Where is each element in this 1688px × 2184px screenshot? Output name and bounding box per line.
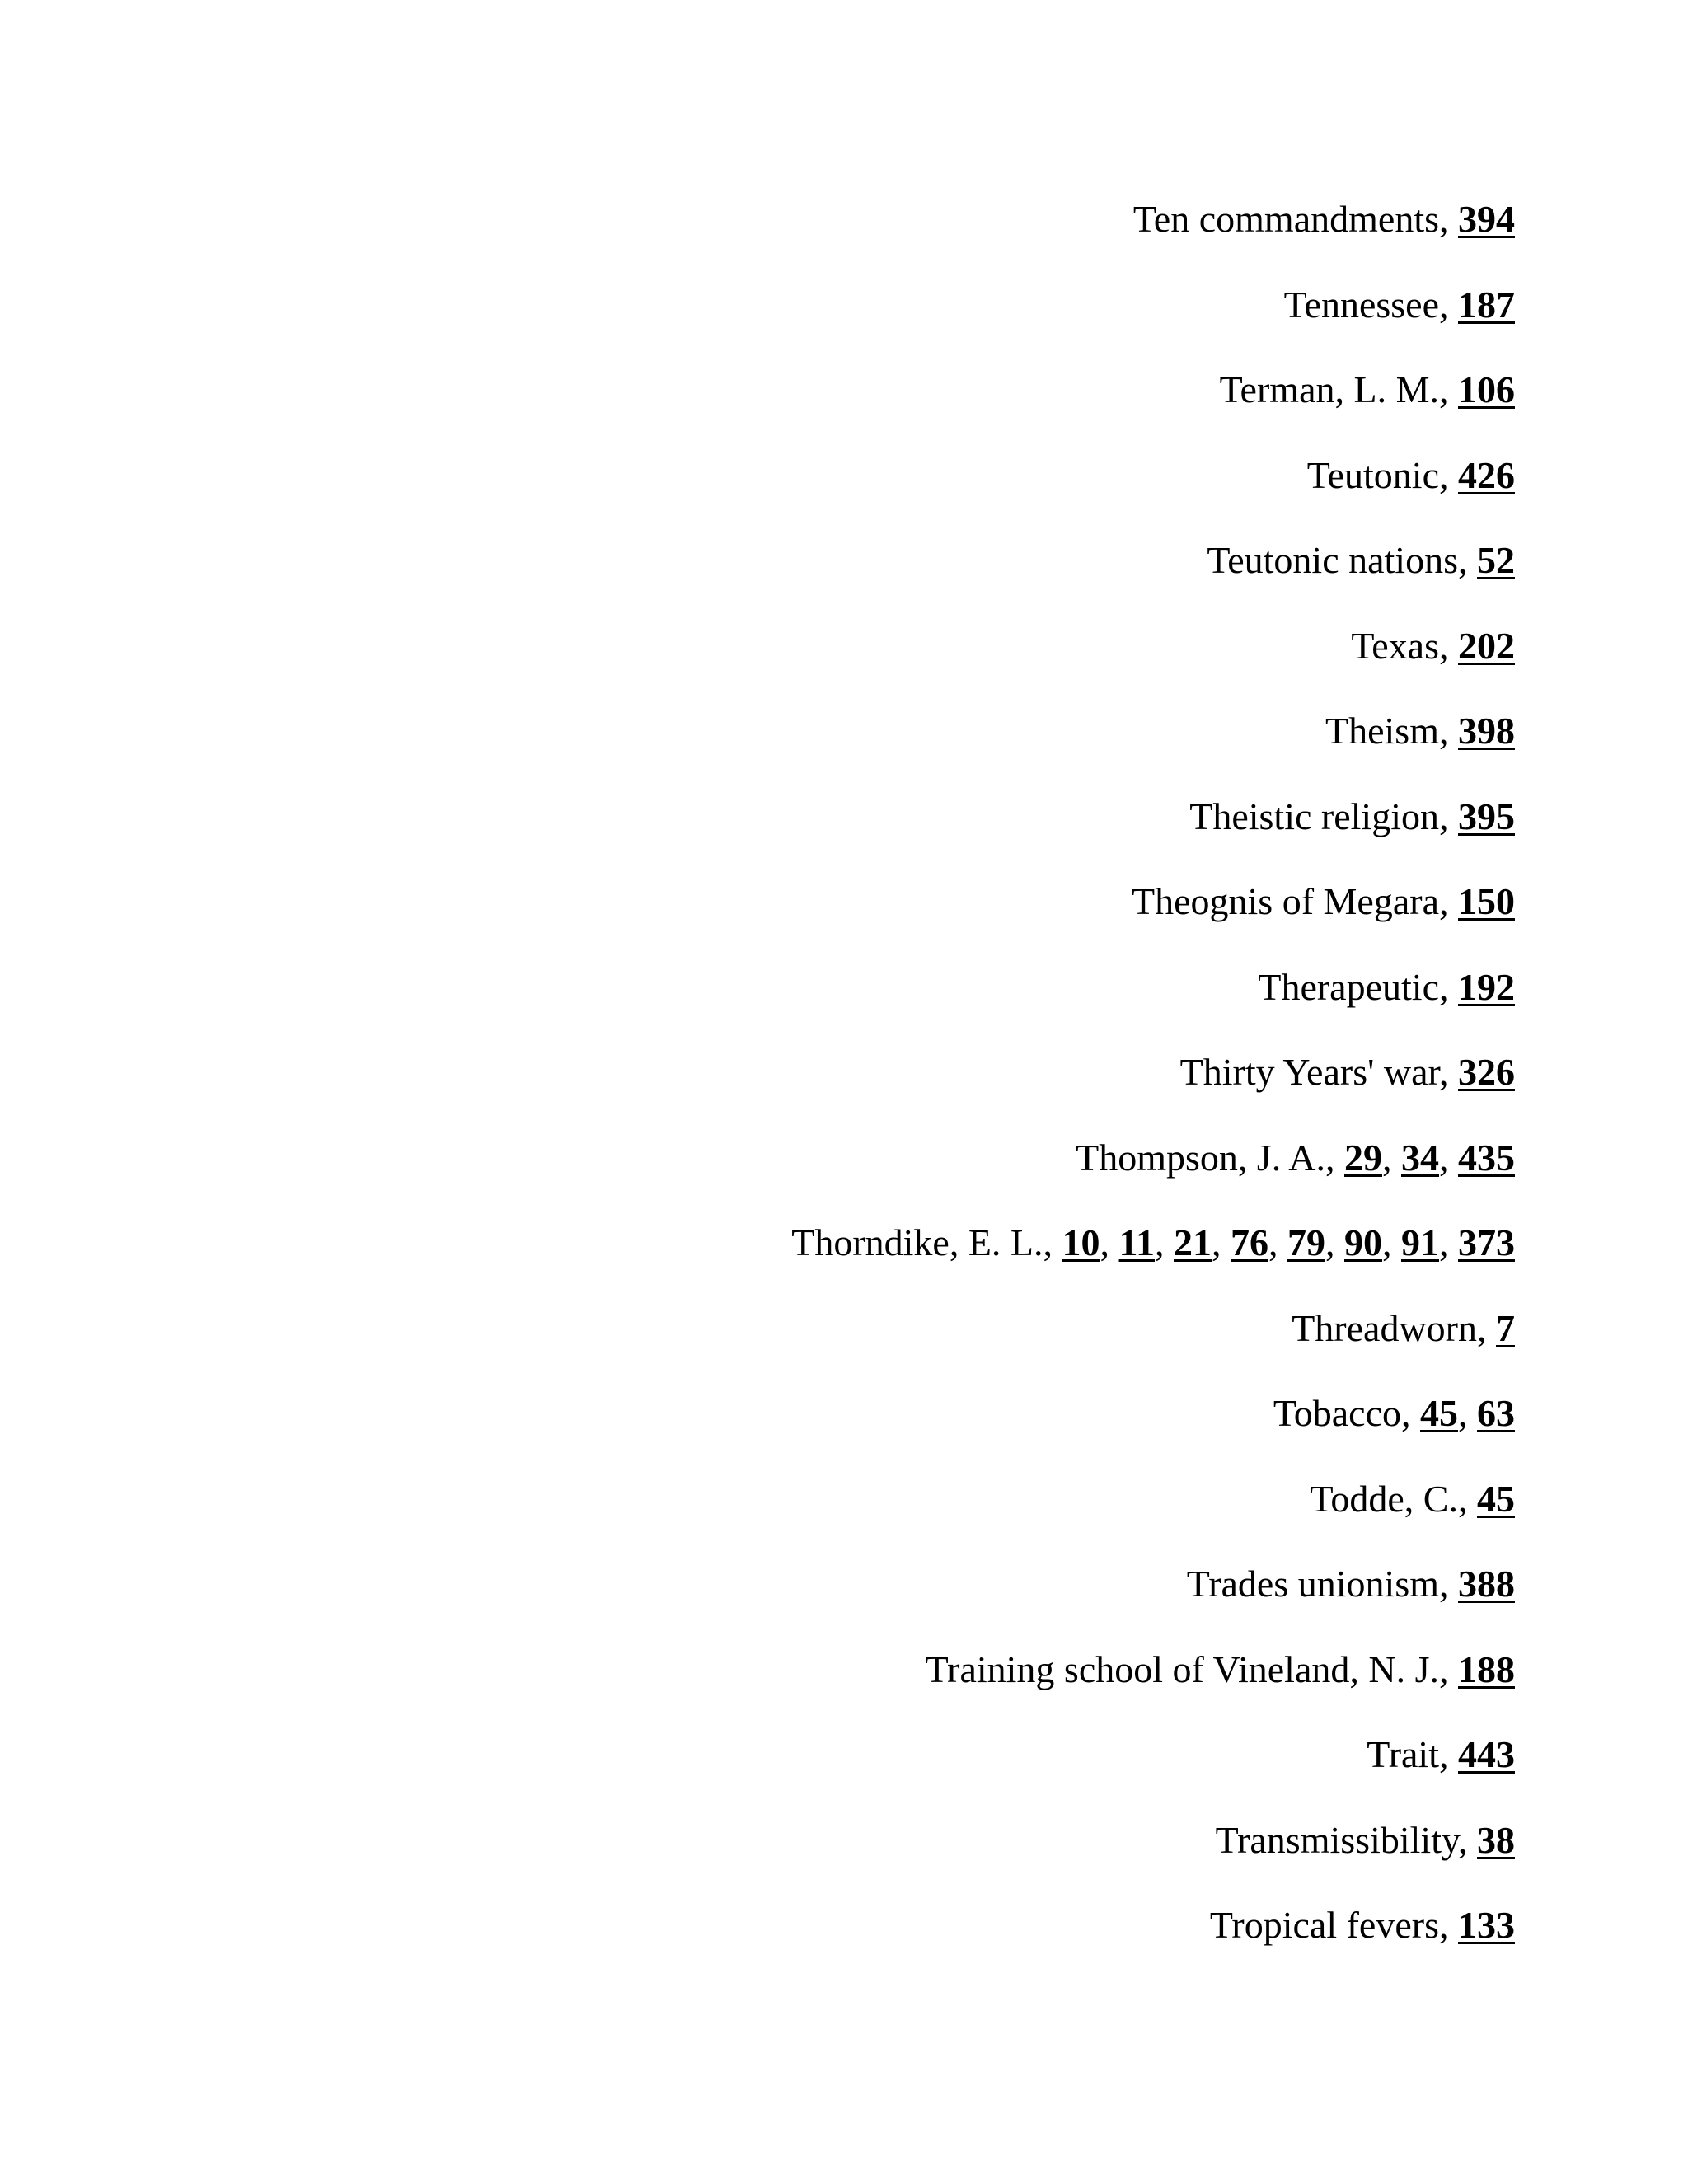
separator: , [1458, 1818, 1477, 1861]
separator: , [1439, 1647, 1458, 1690]
separator: , [1439, 198, 1458, 240]
page-link-76[interactable]: 76 [1231, 1221, 1268, 1263]
index-entry [279, 188, 1515, 274]
index-term: Thompson, J. A. [1076, 1136, 1325, 1179]
separator: , [1477, 1306, 1496, 1349]
index-entry [279, 1638, 1515, 1724]
index-entry [279, 1297, 1515, 1383]
index-entry [279, 1212, 1515, 1297]
separator: , [1100, 1221, 1119, 1263]
page-link-373[interactable]: 373 [1458, 1221, 1515, 1263]
separator: , [1439, 1733, 1458, 1775]
separator: , [1439, 965, 1458, 1008]
index-entry [279, 529, 1515, 615]
separator: , [1155, 1221, 1174, 1263]
index-entry [279, 1382, 1515, 1468]
page-link-188[interactable]: 188 [1458, 1647, 1515, 1690]
page-link-443[interactable]: 443 [1458, 1733, 1515, 1775]
page-link-79[interactable]: 79 [1287, 1221, 1325, 1263]
index-term: Terman, L. M. [1219, 368, 1439, 410]
separator: , [1439, 1563, 1458, 1605]
index-term: Theism [1325, 710, 1439, 752]
index-term: Thirty Years' war [1179, 1051, 1439, 1093]
separator: , [1401, 1392, 1420, 1434]
page-link-187[interactable]: 187 [1458, 283, 1515, 326]
page-link-34[interactable]: 34 [1401, 1136, 1439, 1179]
index-term: Trait [1367, 1733, 1439, 1775]
separator: , [1439, 1136, 1458, 1179]
page-link-202[interactable]: 202 [1458, 624, 1515, 667]
separator: , [1458, 1477, 1477, 1520]
index-term: Threadworn [1292, 1306, 1477, 1349]
page-link-90[interactable]: 90 [1344, 1221, 1382, 1263]
separator: , [1439, 1051, 1458, 1093]
index-term: Thorndike, E. L. [791, 1221, 1043, 1263]
separator: , [1043, 1221, 1062, 1263]
separator: , [1439, 710, 1458, 752]
index-entry [279, 359, 1515, 444]
separator: , [1458, 1392, 1477, 1434]
index-term: Texas [1351, 624, 1439, 667]
index-term: Ten commandments [1132, 198, 1439, 240]
page-link-388[interactable]: 388 [1458, 1563, 1515, 1605]
index-entry [279, 1809, 1515, 1895]
separator: , [1439, 624, 1458, 667]
index-entry [279, 700, 1515, 785]
page-link-38[interactable]: 38 [1477, 1818, 1515, 1861]
page-link-150[interactable]: 150 [1458, 880, 1515, 922]
index-term: Theognis of Megara [1132, 880, 1439, 922]
index-term: Teutonic [1306, 453, 1439, 496]
index-term: Theistic religion [1189, 794, 1439, 837]
separator: , [1439, 794, 1458, 837]
page-link-21[interactable]: 21 [1174, 1221, 1212, 1263]
page-link-45[interactable]: 45 [1420, 1392, 1458, 1434]
page-link-133[interactable]: 133 [1458, 1904, 1515, 1946]
index-entry [279, 1894, 1515, 1980]
separator: , [1325, 1221, 1344, 1263]
page-link-63[interactable]: 63 [1477, 1392, 1515, 1434]
separator: , [1439, 1904, 1458, 1946]
index-entry [279, 1553, 1515, 1638]
index-term: Tropical fevers [1209, 1904, 1439, 1946]
separator: , [1382, 1136, 1401, 1179]
index-term: Teutonic nations [1207, 539, 1458, 581]
index-entry [279, 274, 1515, 359]
index-term: Todde, C. [1310, 1477, 1458, 1520]
separator: , [1439, 880, 1458, 922]
page-link-394[interactable]: 394 [1458, 198, 1515, 240]
index-term: Training school of Vineland, N. J. [925, 1647, 1439, 1690]
index-entry [279, 785, 1515, 871]
index-entry [279, 615, 1515, 701]
index-entry [279, 1468, 1515, 1554]
index-entry [279, 1041, 1515, 1127]
index-term: Tennessee [1283, 283, 1439, 326]
index-entry [279, 444, 1515, 530]
separator: , [1439, 453, 1458, 496]
index-term: Trades unionism [1186, 1563, 1439, 1605]
page-link-395[interactable]: 395 [1458, 794, 1515, 837]
separator: , [1212, 1221, 1231, 1263]
separator: , [1268, 1221, 1287, 1263]
index-term: Tobacco [1273, 1392, 1401, 1434]
separator: , [1325, 1136, 1344, 1179]
page-link-435[interactable]: 435 [1458, 1136, 1515, 1179]
page-link-52[interactable]: 52 [1477, 539, 1515, 581]
page-link-192[interactable]: 192 [1458, 965, 1515, 1008]
page-link-106[interactable]: 106 [1458, 368, 1515, 410]
index-entry [279, 1723, 1515, 1809]
separator: , [1382, 1221, 1401, 1263]
index-entry [279, 956, 1515, 1042]
index-entry [279, 1127, 1515, 1212]
page-link-29[interactable]: 29 [1344, 1136, 1382, 1179]
page-link-426[interactable]: 426 [1458, 453, 1515, 496]
page-link-11[interactable]: 11 [1118, 1221, 1155, 1263]
separator: , [1439, 1221, 1458, 1263]
index-term: Transmissibility [1215, 1818, 1458, 1861]
separator: , [1439, 368, 1458, 410]
separator: , [1458, 539, 1477, 581]
page-link-10[interactable]: 10 [1062, 1221, 1100, 1263]
index-list [279, 188, 1515, 1980]
page-link-398[interactable]: 398 [1458, 710, 1515, 752]
page-link-7[interactable]: 7 [1496, 1306, 1515, 1349]
page-link-326[interactable]: 326 [1458, 1051, 1515, 1093]
page-link-91[interactable]: 91 [1401, 1221, 1439, 1263]
index-entry [279, 870, 1515, 956]
page-link-45[interactable]: 45 [1477, 1477, 1515, 1520]
separator: , [1439, 283, 1458, 326]
index-term: Therapeutic [1258, 965, 1439, 1008]
